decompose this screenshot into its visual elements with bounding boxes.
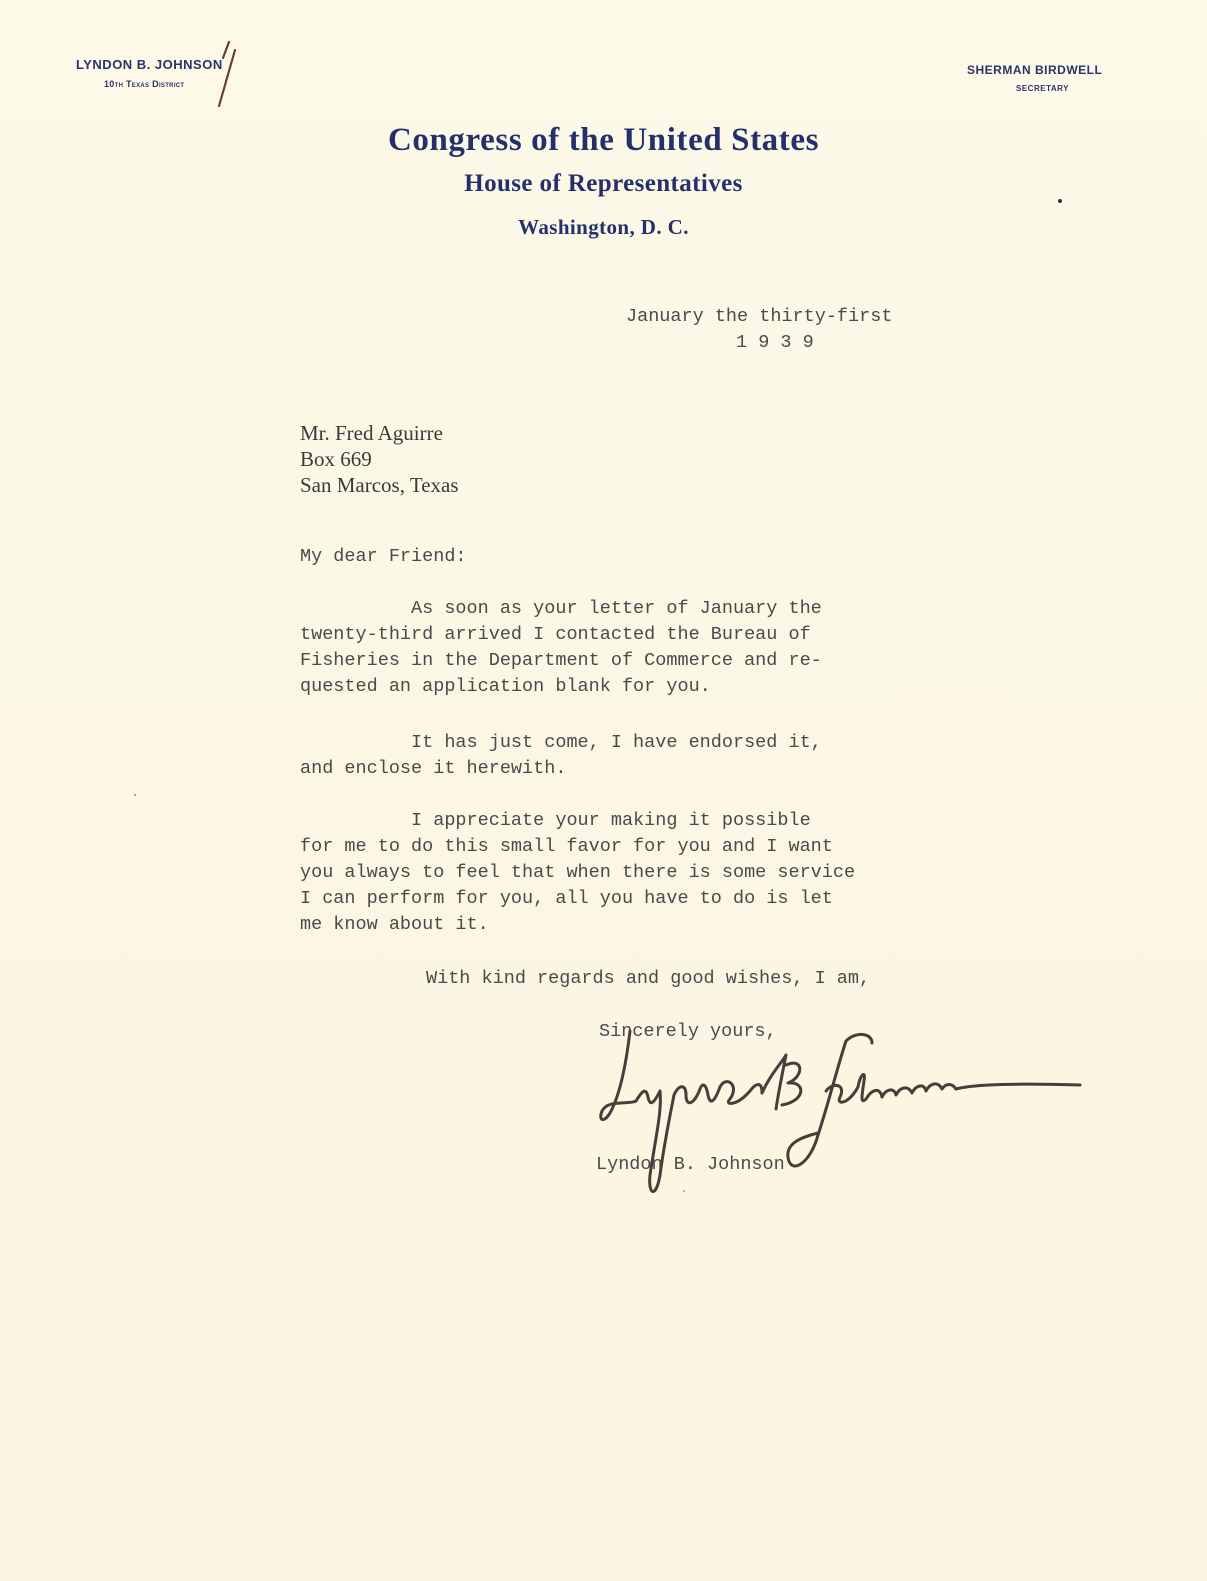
letter-date: January the thirty-first bbox=[626, 306, 893, 327]
paper-speck bbox=[683, 1190, 685, 1192]
body-line: twenty-third arrived I contacted the Bureau of bbox=[300, 624, 811, 645]
address-line: Box 669 bbox=[300, 447, 372, 471]
body-line: As soon as your letter of January the bbox=[300, 598, 822, 619]
ink-strike-mark bbox=[205, 40, 245, 110]
typed-signature-name: Lyndon B. Johnson bbox=[596, 1154, 785, 1175]
letterhead-congressman-name: LYNDON B. JOHNSON bbox=[76, 57, 223, 72]
body-line: I can perform for you, all you have to do is let bbox=[300, 888, 833, 909]
letterhead-secretary-title: SECRETARY bbox=[1016, 84, 1069, 93]
salutation: My dear Friend: bbox=[300, 546, 467, 567]
body-line: I appreciate your making it possible bbox=[300, 810, 811, 831]
body-line: me know about it. bbox=[300, 914, 489, 935]
handwritten-signature bbox=[590, 1025, 1090, 1215]
closing-line: With kind regards and good wishes, I am, bbox=[426, 968, 871, 989]
body-line: Fisheries in the Department of Commerce and re- bbox=[300, 650, 822, 671]
paper-speck bbox=[134, 794, 136, 796]
letter-year: 1 9 3 9 bbox=[736, 332, 814, 353]
letterhead-secretary-name: SHERMAN BIRDWELL bbox=[967, 63, 1103, 77]
letterhead-house-title: House of Representatives bbox=[464, 170, 743, 197]
address-line: San Marcos, Texas bbox=[300, 473, 459, 497]
complimentary-close: Sincerely yours, bbox=[599, 1021, 777, 1042]
body-line: you always to feel that when there is some service bbox=[300, 862, 856, 883]
letterhead-congress-title: Congress of the United States bbox=[387, 122, 820, 158]
letterhead-city: Washington, D. C. bbox=[518, 215, 689, 239]
letterhead-district: 10th Texas District bbox=[104, 79, 185, 89]
body-line: for me to do this small favor for you and I want bbox=[300, 836, 833, 857]
body-line: quested an application blank for you. bbox=[300, 676, 711, 697]
body-line: It has just come, I have endorsed it, bbox=[300, 732, 822, 753]
address-line: Mr. Fred Aguirre bbox=[300, 421, 443, 445]
paper-speck bbox=[1058, 199, 1062, 203]
body-line: and enclose it herewith. bbox=[300, 758, 567, 779]
